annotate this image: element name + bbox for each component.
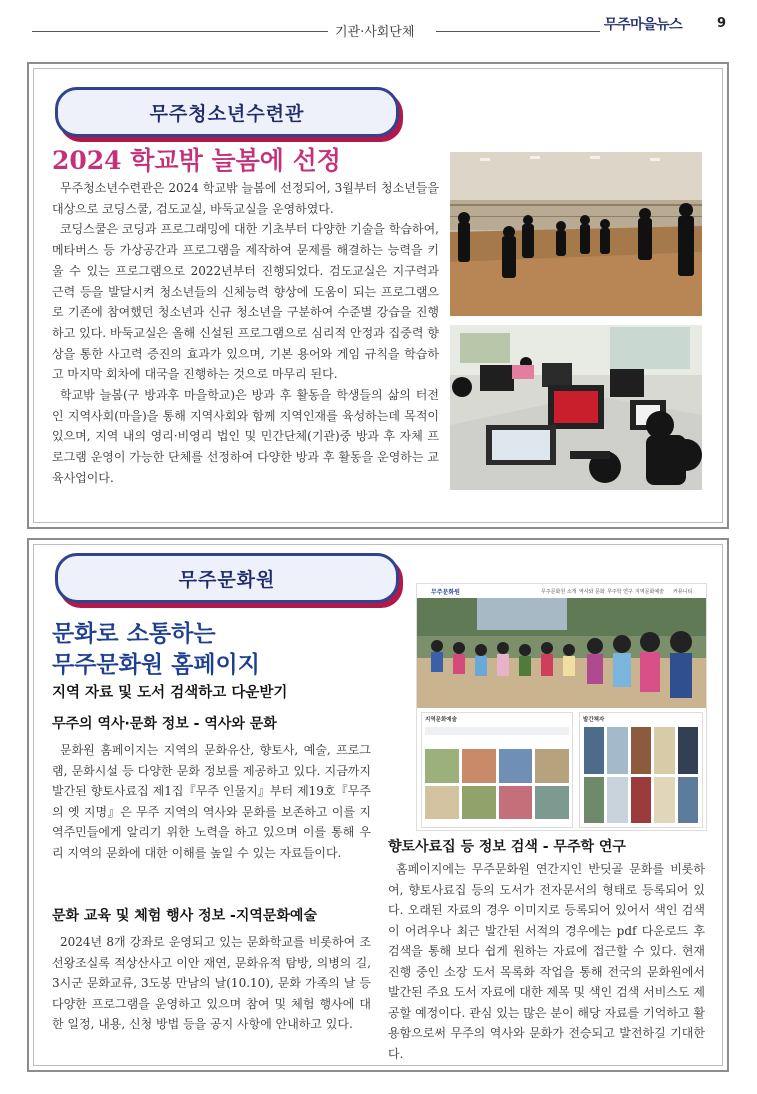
thumbnail — [535, 786, 569, 820]
section-title-research: 향토사료집 등 정보 검색 - 무주학 연구 — [388, 839, 626, 855]
book-cover — [678, 777, 698, 824]
book-cover — [678, 727, 698, 774]
body-paragraph: 코딩스쿨은 코딩과 프로그래밍에 대한 기초부터 다양한 기술을 학습하여, 메타버스 등 가상공간과 프로그램을 제작하여 문제를 해결하는 능력을 키울 수 있는 프로그램으로 2022년부터 진행되었다. 검도교실은 지구력과 근력 등을 발달시켜 청소년들의 신체능력 향상에 도움이 되는 프로그램으로 기존에 참여했던 청소년과 신규 청소년을 구분하여 수준별 강습을 진행하고 있다. 바둑교실은 올해 신설된 프로그램으로 심리적 안정과 집중력 향상을 통한 사고력 증진의 효과가 있으며, 기본 용어와 게임 규칙을 학습하고 마지막 회차에 대국을 진행하는 것으로 마무리 된다. — [52, 222, 439, 382]
article-headline-line1: 문화로 소통하는 — [52, 621, 216, 647]
book-cover — [654, 727, 674, 774]
panel-tab-strip — [425, 727, 569, 735]
section-banner-youth-center: 무주청소년수련관 — [55, 87, 399, 137]
site-logo: 무주문화원 — [431, 589, 460, 596]
homepage-screenshot — [416, 583, 707, 831]
kendo-class-photo — [450, 152, 702, 316]
thumbnail — [535, 749, 569, 783]
section-label: 기관·사회단체 — [335, 25, 415, 40]
section-body-history — [52, 740, 371, 863]
panel-title: 발간책자 — [583, 717, 605, 723]
site-topbar — [417, 584, 706, 599]
thumbnail — [499, 749, 533, 783]
article-subtitle: 지역 자료 및 도서 검색하고 다운받기 — [52, 685, 288, 701]
body-paragraph: 무주청소년수련관은 2024 학교밖 늘봄에 선정되어, 3월부터 청소년들을 대상으로 코딩스쿨, 검도교실, 바둑교실을 운영하였다. — [52, 181, 439, 216]
article-body — [52, 178, 439, 489]
panel-title: 지역문화예술 — [425, 717, 457, 723]
thumbnail — [425, 749, 459, 783]
section-body-education — [52, 932, 371, 1035]
site-nav-item: 역사와 문화 — [579, 589, 605, 595]
thumbnail — [462, 786, 496, 820]
panel-local-culture — [421, 712, 573, 828]
thumbnail — [499, 786, 533, 820]
section-title-education: 문화 교육 및 체험 행사 정보 -지역문화예술 — [52, 908, 317, 924]
book-cover — [654, 777, 674, 824]
body-paragraph: 홈페이지에는 무주문화원 연간지인 반딧골 문화를 비롯하여, 향토사료집 등의 도서가 전자문서의 형태로 등록되어 있다. 오래된 자료의 경우 이미지로 등록되어 있어서 색인 검색이 어려우나 최근 발간된 서적의 경우에는 pdf 다운로드 후 검색을 통해 보다 쉽게 원하는 자료에 접근할 수 있다. 현재 진행 중인 소장 도서 목록화 작업을 통해 전국의 문화원에서 발간된 주요 도서 자료에 대한 제목 및 색인 검색 서비스도 제공할 예정이다. 관심 있는 많은 분이 해당 자료를 기억하고 활용함으로써 무주의 역사와 문화가 전승되고 발전하길 기대한다. — [388, 862, 705, 1061]
festival-hero-photo — [417, 598, 706, 708]
article-headline-line2: 무주문화원 홈페이지 — [52, 652, 260, 678]
site-nav-item: 무주문화원 소개 — [541, 589, 577, 595]
header-rule-right — [436, 31, 600, 32]
page-number: 9 — [717, 16, 727, 31]
body-paragraph: 문화원 홈페이지는 지역의 문화유산, 향토사, 예술, 프로그램, 문화시설 등 다양한 문화 정보를 제공하고 있다. 지금까지 발간된 향토사료집 제1집『무주 인물지』부터 제19호『무주의 옛 지명』은 무주 지역의 역사와 문화를 보존하고 이를 지역주민들에게 알리기 위한 노력을 하고 있으며 이를 통해 우리 지역의 문화에 대한 이해를 높일 수 있는 자료들이다. — [52, 743, 371, 860]
section-title-history: 무주의 역사·문화 정보 - 역사와 문화 — [52, 716, 277, 732]
thumbnail-grid — [425, 749, 569, 819]
article-headline: 2024 학교밖 늘봄에 선정 — [52, 146, 341, 175]
book-cover — [607, 727, 627, 774]
book-cover — [631, 727, 651, 774]
book-cover — [607, 777, 627, 824]
coding-class-photo — [450, 325, 702, 490]
book-cover — [584, 777, 604, 824]
body-paragraph: 학교밖 늘봄(구 방과후 마을학교)은 방과 후 활동을 학생들의 삶의 터전인 지역사회(마을)을 통해 지역사회와 함께 지역인재를 육성하는데 목적이 있으며, 지역 내의 영리·비영리 법인 및 민간단체(기관)중 방과 후 자체 프로그램 운영이 가능한 단체를 선정하여 다양한 방과 후 활동을 운영하는 교육사업이다. — [52, 388, 439, 485]
book-cover — [631, 777, 651, 824]
site-nav-item: 커뮤니티 — [673, 589, 693, 595]
site-nav-item: 지역문화예술 — [635, 589, 664, 595]
site-nav-item: 무주학 연구 — [607, 589, 633, 595]
body-paragraph: 2024년 8개 강좌로 운영되고 있는 문화학교를 비롯하여 조선왕조실록 적상산사고 이안 재연, 문화유적 탐방, 의병의 길, 3시군 문화교류, 3도봉 만남의 날(10.10), 문화 가족의 날 등 다양한 프로그램을 운영하고 있으며 참여 및 체험 행사에 대한 일정, 내용, 신청 방법 등을 공지 사항에 안내하고 있다. — [52, 935, 371, 1031]
section-body-research — [388, 859, 705, 1064]
thumbnail — [425, 786, 459, 820]
thumbnail — [462, 749, 496, 783]
masthead-logo: 무주마을뉴스 — [604, 17, 683, 33]
section-banner-culture-center: 무주문화원 — [55, 553, 399, 603]
site-content-area — [417, 708, 706, 830]
panel-publications — [579, 712, 703, 828]
book-grid — [584, 727, 698, 823]
header-rule-left — [32, 31, 328, 32]
book-cover — [584, 727, 604, 774]
